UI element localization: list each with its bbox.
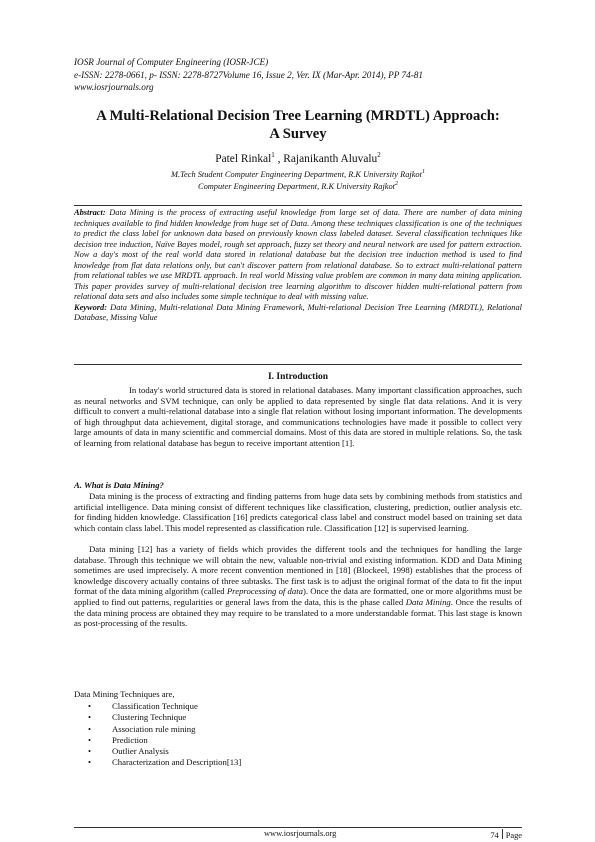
- list-item: [88, 757, 241, 768]
- abstract-text: Data Mining is the process of extracting useful knowledge from large set of data. There are number of data mining techniques available to find hidden knowledge from huge set of Data. Among these techniques classification is one of the techniques to predict the class label for unknown data based on previously known class labeled dataset. Several classification techniques like decision tree induction, Naïve Bayes model, rough set approach, fuzzy set theory and neural network are used for pattern extraction. Now a day's most of the real world data stored in relational database but the decision tree induction method is used to find knowledge from flat data relations only, but can't discover pattern from relational database. So to extract multi-relational pattern from relational tables we use MRDTL approach. In real world Missing value problem are common in many data mining application. This paper provides survey of multi-relational decision tree learning algorithm to discover hidden multi-relational pattern from relational data sets and also includes some simple technique to deal with missing value.: [74, 208, 523, 301]
- bullet-icon: •: [88, 746, 92, 757]
- technique-label: Association rule mining: [112, 723, 196, 734]
- page-separator: [502, 829, 503, 839]
- para3-emphasis-preprocessing: Preprocessing of data: [226, 586, 303, 597]
- author-separator: ,: [274, 153, 284, 165]
- abstract-label: Abstract:: [74, 208, 106, 217]
- footer-url[interactable]: www.iosrjournals.org: [264, 829, 337, 838]
- author-1-sup: 1: [271, 151, 275, 160]
- page-number: 74: [490, 831, 499, 840]
- abstract-block: [74, 208, 522, 324]
- page-label: Page: [505, 831, 522, 840]
- para3-emphasis-data-mining: Data Mining: [405, 596, 451, 607]
- bullet-icon: •: [88, 712, 92, 723]
- affiliation-2-text: Computer Engineering Department, R.K University Rajkot: [197, 182, 395, 191]
- journal-header: [74, 56, 524, 94]
- bullet-icon: •: [88, 757, 92, 768]
- list-item: [88, 724, 241, 735]
- keywords-paragraph: [74, 303, 522, 324]
- technique-label: Prediction: [112, 734, 148, 745]
- technique-label: Classification Technique: [112, 701, 198, 711]
- list-item: [88, 712, 241, 723]
- subsection-heading-what-is-data-mining: A. What is Data Mining?: [74, 480, 164, 490]
- para3-part-a: Data mining [12] has a variety of fields which provides the different tools and the techniques for handling the large database. Through this technique we will obtain the new, valuable non-trivial and existing information. KDD and Data Mining sometimes are used imprecisely. A more recent convention mentioned in [18] (Blockeel, 1998) establishes that the process of knowledge discovery actually contains of three subtasks. The first task is to adjust the original format of the data to fit the input format of the data mining algorithm (called: [74, 544, 522, 597]
- author-1: Patel Rinkal: [215, 153, 272, 165]
- author-2: Rajanikanth Aluvalu: [283, 153, 378, 165]
- journal-name: IOSR Journal of Computer Engineering (IOSR-JCE): [74, 57, 269, 67]
- techniques-list-intro: Data Mining Techniques are,: [74, 689, 175, 699]
- affiliation-2-sup: 2: [395, 181, 398, 188]
- footer-rule: [74, 827, 522, 828]
- para3-part-c: . Once the results of the data mining process are obtained they may require to be translated to a more understandable format. This last stage is known as post-processing of the results.: [74, 596, 522, 629]
- bullet-icon: •: [88, 723, 92, 734]
- list-item: [88, 701, 241, 712]
- abstract-bottom-rule: [74, 364, 522, 365]
- keywords-label: Keyword:: [74, 302, 108, 312]
- abstract-top-rule: [74, 205, 522, 206]
- techniques-list: [88, 701, 241, 769]
- bullet-icon: •: [88, 701, 92, 711]
- technique-label: Clustering Technique: [112, 712, 187, 723]
- technique-label: Characterization and Description[13]: [112, 757, 242, 768]
- para3-part-b: ). Once the data are formatted, one or more algorithms must be applied to find out patterns, regularities or general laws from the data, this is the phase called: [74, 586, 522, 607]
- section-heading-introduction: I. Introduction: [267, 372, 328, 382]
- affiliation-2: [60, 182, 536, 191]
- affiliation-1: [60, 170, 536, 179]
- list-item: [88, 735, 241, 746]
- intro-paragraph-3: [74, 544, 522, 629]
- paper-title: [60, 107, 536, 143]
- intro-paragraph-1: In today's world structured data is stored in relational databases. Many important classification approaches, such as neural networks and SVM technique, can only be applied to data represented by single flat data relations. And it is very difficult to convert a multi-relational database into a single flat relation without losing important information. The developments of high throughput data achievement, digital storage, and communications technologies have made it possible to collect very large amounts of data in many scientific and commercial domains. Most of this data are stored in multiple relations. So, the task of learning from relational database has begun to receive important attention [1].: [74, 385, 522, 448]
- intro-paragraph-2: Data mining is the process of extracting and finding patterns from huge data sets by combining methods from statistics and artificial intelligence. Data mining consist of different techniques like classification, clustering, prediction, outlier analysis etc. for finding hidden knowledge. Classification [16] predicts categorical class label and construct model based on training set data which contain class label. This model represented as classification rule. Classification [12] is supervised learning.: [74, 491, 522, 533]
- list-item: [88, 746, 241, 757]
- title-line-1: A Multi-Relational Decision Tree Learning (MRDTL) Approach:: [96, 108, 500, 124]
- author-line: [60, 153, 536, 165]
- affiliation-1-sup: 1: [421, 169, 425, 176]
- bullet-icon: •: [88, 734, 92, 745]
- affiliation-1-text: M.Tech Student Computer Engineering Department, R.K University Rajkot: [171, 170, 422, 179]
- issn-line: e-ISSN: 2278-0661, p- ISSN: 2278-8727Volume 16, Issue 2, Ver. IX (Mar-Apr. 2014), PP 74-81: [74, 69, 423, 80]
- author-2-sup: 2: [377, 151, 381, 160]
- keywords-text: Data Mining, Multi-relational Data Mining Framework, Multi-relational Decision Tree Learning (MRDTL), Relational Database, Missing Value: [74, 302, 522, 322]
- abstract-paragraph: [74, 208, 522, 303]
- journal-website[interactable]: www.iosrjournals.org: [74, 82, 154, 92]
- technique-label: Outlier Analysis: [112, 746, 169, 757]
- title-line-2: A Survey: [269, 126, 327, 142]
- footer-page-number: [490, 829, 522, 840]
